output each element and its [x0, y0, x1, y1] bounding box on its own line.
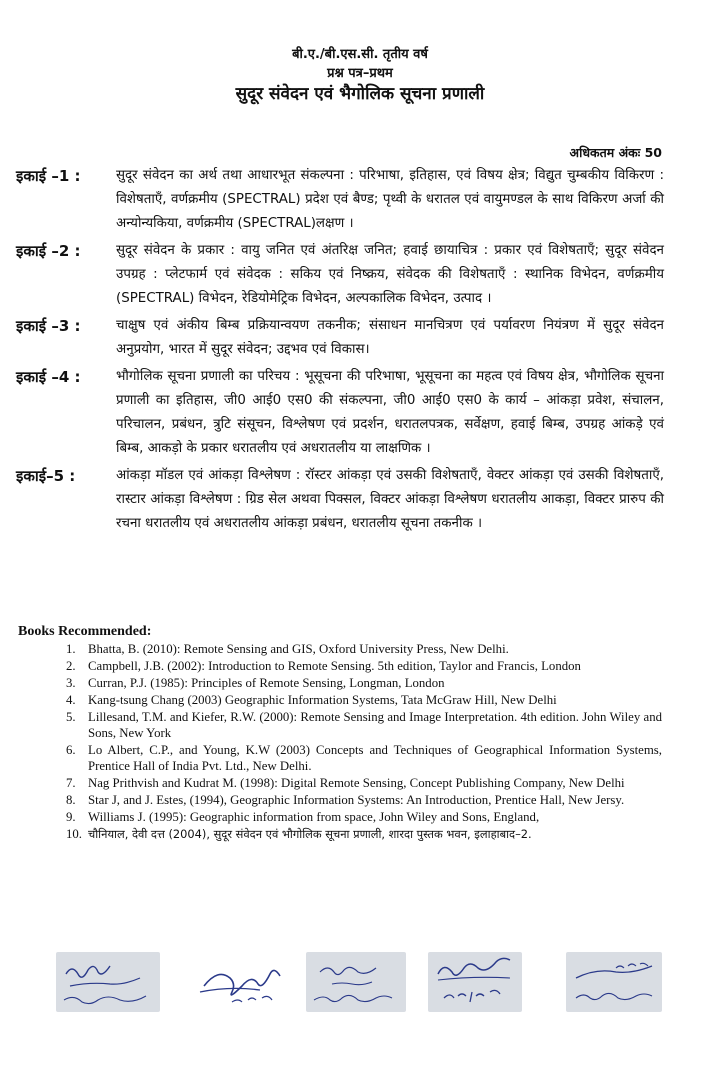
book-item: [66, 641, 662, 657]
unit-content: सुदूर संवेदन का अर्थ तथा आधारभूत संकल्पना : परिभाषा, इतिहास, एवं विषय क्षेत्र; विद्युत चुम्बकीय विकिरण : विशेषताएँ, वर्णक्रमीय (SPECTRAL) प्रदेश एवं बैण्ड; पृथ्वी के धरातल एवं वायुमण्डल के साथ विकिरण अर्जा की अन्योन्यकिया, वर्णक्रमीय (SPECTRAL)लक्षण ।: [116, 168, 664, 231]
signature-3: [306, 952, 406, 1012]
unit-content: आंकड़ा मॉडल एवं आंकड़ा विश्लेषण : रॉस्टर आंकड़ा एवं उसकी विशेषताएँ, वेक्टर आंकड़ा एवं उसकी विशेषताएँ, रास्टार आंकड़ा विश्लेषण : ग्रिड सेल अथवा पिक्सल, विक्टर आंकड़ा विश्लेषण धरातलीय आकड़ा, विक्टर प्रारुप की रचना धरातलीय एवं अधरातलीय आंकड़ा प्रबंधन, धरातलीय सूचना तकनीक ।: [116, 468, 664, 531]
book-citation: Bhatta, B. (2010): Remote Sensing and GIS, Oxford University Press, New Delhi.: [88, 642, 509, 656]
book-citation: Curran, P.J. (1985): Principles of Remote Sensing, Longman, London: [88, 676, 445, 690]
book-number: 8.: [66, 793, 76, 807]
maximum-marks: अधिकतम अंकः 50: [569, 145, 662, 160]
units-list: [16, 164, 664, 539]
book-citation: Williams J. (1995): Geographic information from space, John Wiley and Sons, England,: [88, 810, 540, 824]
unit-content: भौगोलिक सूचना प्रणाली का परिचय : भूसूचना की परिभाषा, भूसूचना का महत्व एवं विषय क्षेत्र, भौगोलिक सूचना प्रणाली का इतिहास, जी0 आई0 एस0 की संकल्पना, जी0 आई0 एस0 के कार्य – आंकड़ा प्रवेश, संचालन, परिचालन, प्रबंधन, त्रुटि संसूचन, विश्लेषण एवं प्रदर्शन, धरातलपत्रक, सर्वेक्षण, हवाई बिम्ब, उपग्रह आंकड़े एवं बिम्ब, आकड़ो के प्रकार धरातलीय एवं अधरातलीय या लाक्षणिक ।: [116, 369, 664, 456]
unit-content: सुदूर संवेदन के प्रकार : वायु जनित एवं अंतरिक्ष जनित; हवाई छायाचित्र : प्रकार एवं विशेषताएँ; सुदूर संवेदन उपग्रह : प्लेटफार्म एवं संवेदक : सकिय एवं निष्क्रय, संवेदक की विशेषताएँ : स्थानिक विभेदन, वर्णक्रमीय (SPECTRAL) विभेदन, रेडियोमेट्रिक विभेदन, अल्पकालिक विभेदन, उत्पाद ।: [116, 243, 664, 306]
book-citation: Nag Prithvish and Kudrat M. (1998): Digital Remote Sensing, Concept Publishing Company, New Delhi: [88, 776, 625, 790]
signature-4: [428, 952, 522, 1012]
unit-label: इकाई–5 :: [16, 467, 76, 485]
book-item: [66, 792, 662, 808]
book-number: 3.: [66, 676, 76, 690]
signature-5-image: [566, 952, 662, 1012]
book-item: [66, 709, 662, 741]
book-number: 9.: [66, 810, 76, 824]
signature-5: [566, 952, 662, 1012]
signature-4-image: [428, 952, 522, 1012]
unit-4: [16, 365, 664, 461]
paper-number: प्रश्न पत्र–प्रथम: [327, 66, 393, 81]
book-item: [66, 658, 662, 674]
unit-label: इकाई –4 :: [16, 368, 81, 386]
book-number: 10.: [66, 827, 82, 841]
unit-3: [16, 314, 664, 362]
book-item: [66, 809, 662, 825]
signature-3-image: [306, 952, 406, 1012]
book-item: [66, 675, 662, 691]
book-item: [66, 826, 662, 842]
unit-label: इकाई –2 :: [16, 242, 81, 260]
unit-content: चाक्षुष एवं अंकीय बिम्ब प्रक्रियान्वयण तकनीक; संसाधन मानचित्रण एवं पर्यावरण नियंत्रण में सुदूर संवेदन अनुप्रयोग, भारत में सुदूर संवेदन; उद्दभव एवं विकास।: [116, 318, 664, 357]
book-citation: Campbell, J.B. (2002): Introduction to Remote Sensing. 5th edition, Taylor and Francis, London: [88, 659, 581, 673]
paper-title: सुदूर संवेदन एवं भैगोलिक सूचना प्रणाली: [235, 84, 485, 104]
book-number: 4.: [66, 693, 76, 707]
book-citation: Kang-tsung Chang (2003) Geographic Information Systems, Tata McGraw Hill, New Delhi: [88, 693, 557, 707]
book-number: 1.: [66, 642, 76, 656]
signature-2-image: [192, 952, 298, 1012]
signature-1-image: [56, 952, 160, 1012]
book-citation: Star J, and J. Estes, (1994), Geographic Information Systems: An Introduction, Prentice Hall, New Jersy.: [88, 793, 625, 807]
book-item: [66, 742, 662, 774]
unit-2: [16, 239, 664, 311]
unit-5: [16, 464, 664, 536]
signature-1: [56, 952, 160, 1012]
book-number: 6.: [66, 743, 76, 757]
book-number: 7.: [66, 776, 76, 790]
course-year: बी.ए./बी.एस.सी. तृतीय वर्ष: [292, 47, 428, 62]
book-citation: चौनियाल, देवी दत्त (2004), सुदूर संवेदन एवं भौगोलिक सूचना प्रणाली, शारदा पुस्तक भवन, इलाहाबाद–2.: [88, 827, 532, 841]
book-citation: Lo Albert, C.P., and Young, K.W (2003) Concepts and Techniques of Geographical Information Systems, Prentice Hall of India Pvt. Ltd., New Delhi.: [88, 743, 662, 773]
books-list: [66, 641, 662, 843]
books-heading: Books Recommended:: [18, 624, 152, 639]
unit-label: इकाई –3 :: [16, 317, 81, 335]
signature-strip: [0, 952, 720, 1022]
book-number: 2.: [66, 659, 76, 673]
book-citation: Lillesand, T.M. and Kiefer, R.W. (2000): Remote Sensing and Image Interpretation. 4th edition. John Wiley and Sons, New York: [88, 710, 662, 740]
book-item: [66, 775, 662, 791]
unit-label: इकाई –1 :: [16, 167, 81, 185]
signature-2: [192, 952, 298, 1012]
book-item: [66, 692, 662, 708]
book-number: 5.: [66, 710, 76, 724]
unit-1: [16, 164, 664, 236]
